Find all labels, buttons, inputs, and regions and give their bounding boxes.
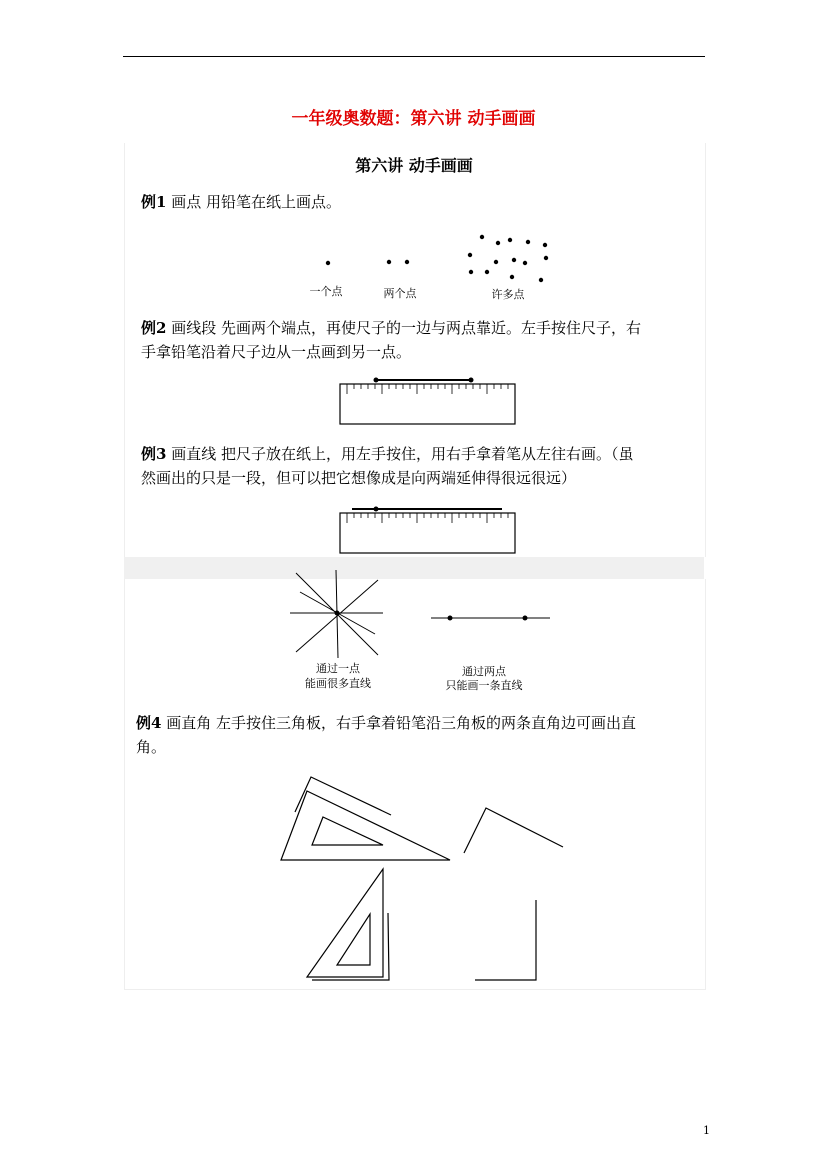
example-4-label: 例4 — [136, 714, 162, 732]
header-rule — [123, 56, 705, 57]
caption-one-point-line2: 能画很多直线 — [305, 677, 371, 690]
example-3-body-line1: 画直线 把尺子放在纸上，用左手按住，用右手拿着笔从左往右画。（虽 — [166, 445, 634, 463]
caption-two-points-line1: 通过两点 — [462, 665, 506, 678]
caption-many-dots: 许多点 — [491, 288, 525, 301]
page-number: 1 — [703, 1124, 710, 1137]
example-4-body-line2: 角。 — [136, 738, 167, 756]
example-2-body-line2: 手拿铅笔沿着尺子边从一点画到另一点。 — [141, 343, 412, 361]
content-panel-bottom — [124, 579, 706, 990]
lesson-heading: 第六讲 动手画画 — [355, 156, 473, 175]
example-3-body-line2: 然画出的只是一段，但可以把它想像成是向两端延伸得很远很远） — [141, 469, 577, 487]
example-3-label: 例3 — [141, 445, 167, 463]
example-2-body-line1: 画线段 先画两个端点，再使尺子的一边与两点靠近。左手按住尺子，右 — [166, 319, 641, 337]
example-2-text — [141, 316, 707, 364]
example-4-text — [136, 711, 706, 759]
caption-one-dot: 一个点 — [309, 285, 343, 298]
example-3-text — [141, 442, 707, 490]
example-1-body: 画点 用铅笔在纸上画点。 — [166, 193, 341, 211]
example-1-text — [141, 190, 341, 214]
caption-two-points-line2: 只能画一条直线 — [445, 679, 523, 692]
document-title: 一年级奥数题：第六讲 动手画画 — [291, 109, 536, 129]
panel-divider — [124, 557, 704, 579]
example-1-label: 例1 — [141, 193, 167, 211]
caption-two-dots: 两个点 — [383, 287, 417, 300]
example-4-body-line1: 画直角 左手按住三角板，右手拿着铅笔沿三角板的两条直角边可画出直 — [161, 714, 636, 732]
example-2-label: 例2 — [141, 319, 167, 337]
caption-one-point-line1: 通过一点 — [316, 662, 360, 675]
